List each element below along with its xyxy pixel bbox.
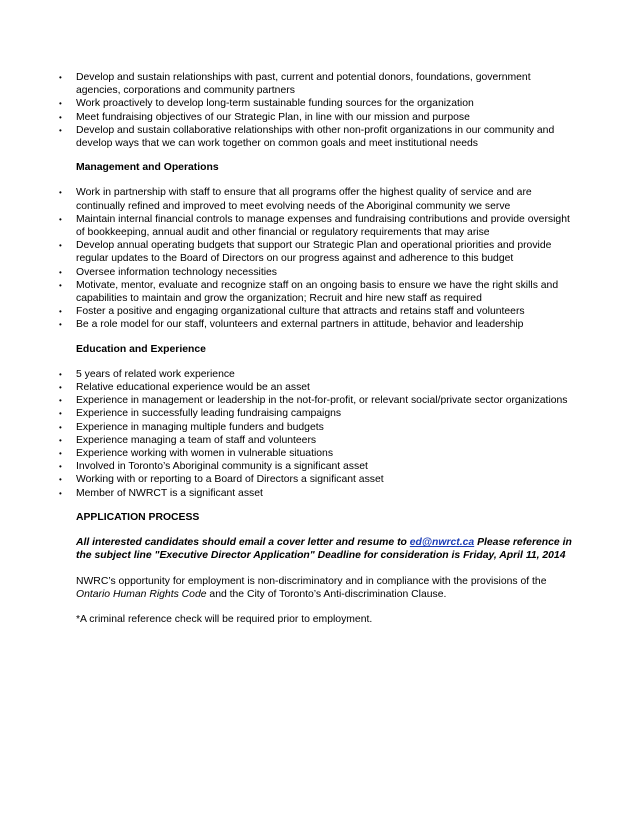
- instruction-text: Please reference in the subject line "Executive Director Application" Deadline for consideration is Friday, April 11, 2014: [76, 537, 572, 562]
- application-process-heading: APPLICATION PROCESS: [76, 511, 200, 523]
- education-bullet-list: [54, 368, 574, 500]
- list-item-text: Oversee information technology necessities: [76, 266, 277, 278]
- list-item: [54, 279, 574, 305]
- bullet-icon: •: [59, 396, 62, 406]
- management-heading: Management and Operations: [76, 162, 219, 174]
- list-item-text: Work in partnership with staff to ensure that all programs offer the highest quality of service and are continually refined and improved to meet evolving needs of the Aboriginal community we serve: [76, 187, 532, 212]
- list-item-text: Meet fundraising objectives of our Strategic Plan, in line with our mission and purpose: [76, 111, 470, 123]
- list-item: [54, 421, 574, 434]
- spacer: [54, 524, 574, 536]
- bullet-icon: •: [59, 409, 62, 419]
- bullet-icon: •: [59, 435, 62, 445]
- email-link[interactable]: ed@nwrct.ca: [409, 537, 475, 549]
- list-item-text: Member of NWRCT is a significant asset: [76, 487, 263, 499]
- non-discrimination-policy: [76, 575, 574, 601]
- list-item-text: Develop and sustain collaborative relationships with other non-profit organizations in our community and develop ways that we can work together on common goals and meet institutional needs: [76, 124, 555, 150]
- list-item-text: Be a role model for our staff, volunteers and external partners in attitude, behavior and leadership: [76, 319, 524, 331]
- bullet-icon: •: [59, 99, 62, 109]
- bullet-icon: •: [59, 307, 62, 317]
- bullet-icon: •: [59, 383, 62, 393]
- bullet-icon: •: [59, 112, 62, 122]
- list-item: [54, 111, 574, 124]
- list-item-text: Experience in managing multiple funders and budgets: [76, 421, 324, 433]
- list-item-text: Develop annual operating budgets that support our Strategic Plan and operational priorities and provide regular updates to the Board of Directors on our progress against and adherence to this budget: [76, 240, 552, 265]
- bullet-icon: •: [59, 462, 62, 472]
- policy-text: NWRC’s opportunity for employment is non-discriminatory and in compliance with the provisions of the: [76, 575, 547, 587]
- list-item-text: Relative educational experience would be an asset: [76, 382, 310, 394]
- list-item: [54, 407, 574, 420]
- policy-text: and the City of Toronto’s Anti-discrimination Clause.: [206, 588, 447, 600]
- spacer: [54, 601, 574, 613]
- list-item-text: Experience in successfully leading fundraising campaigns: [76, 408, 342, 420]
- bullet-icon: •: [59, 214, 62, 224]
- list-item: [54, 97, 574, 110]
- list-item-text: Experience in management or leadership in the not-for-profit, or relevant social/private sector organizations: [76, 395, 568, 407]
- bullet-icon: •: [59, 267, 62, 277]
- list-item-text: Foster a positive and engaging organizational culture that attracts and retains staff and volunteers: [76, 306, 525, 318]
- list-item: [54, 318, 574, 331]
- bullet-icon: •: [59, 369, 62, 379]
- spacer: [54, 174, 574, 186]
- list-item-text: Maintain internal financial controls to manage expenses and fundraising contributions and provide oversight of bookkeeping, annual audit and other financial or regulatory requirements that may arise: [76, 213, 570, 239]
- policy-code-title: Ontario Human Rights Code: [76, 588, 207, 600]
- bullet-icon: •: [59, 488, 62, 498]
- criminal-check-note: *A criminal reference check will be required prior to employment.: [76, 613, 373, 625]
- list-item-text: Experience working with women in vulnerable situations: [76, 448, 334, 460]
- bullet-icon: •: [59, 241, 62, 251]
- list-item: [54, 487, 574, 500]
- bullet-icon: •: [59, 449, 62, 459]
- management-bullet-list: [54, 186, 574, 331]
- list-item-text: Involved in Toronto’s Aboriginal community is a significant asset: [76, 461, 368, 473]
- list-item: [54, 213, 574, 239]
- list-item: [54, 434, 574, 447]
- list-item: [54, 266, 574, 279]
- bullet-icon: •: [59, 188, 62, 198]
- list-item: [54, 381, 574, 394]
- list-item: [54, 124, 574, 150]
- list-item: [54, 394, 574, 407]
- list-item: [54, 305, 574, 318]
- spacer: [54, 356, 574, 368]
- list-item: [54, 71, 574, 97]
- list-item-text: Experience managing a team of staff and volunteers: [76, 434, 317, 446]
- list-item-text: Working with or reporting to a Board of Directors a significant asset: [76, 474, 384, 486]
- list-item: [54, 186, 574, 212]
- list-item: [54, 368, 574, 381]
- instruction-text: All interested candidates should email a cover letter and resume to: [76, 537, 410, 549]
- bullet-icon: •: [59, 320, 62, 330]
- bullet-icon: •: [59, 422, 62, 432]
- list-item: [54, 239, 574, 265]
- job-posting-content: [54, 71, 574, 626]
- list-item: [54, 460, 574, 473]
- bullet-icon: •: [59, 125, 62, 135]
- list-item-text: Work proactively to develop long-term sustainable funding sources for the organization: [76, 98, 474, 110]
- bullet-icon: •: [59, 73, 62, 82]
- application-instructions: [76, 536, 574, 562]
- list-item-text: Motivate, mentor, evaluate and recognize staff on an ongoing basis to ensure we have the right skills and capabilities to maintain and grow the organization; Recruit and hire new staff as required: [76, 279, 559, 305]
- list-item-text: 5 years of related work experience: [76, 368, 235, 380]
- list-item: [54, 447, 574, 460]
- list-item: [54, 473, 574, 486]
- spacer: [54, 563, 574, 575]
- list-item-text: Develop and sustain relationships with past, current and potential donors, foundations, government agencies, corporations and community partners: [76, 72, 531, 97]
- intro-bullet-list: [54, 71, 574, 150]
- bullet-icon: •: [59, 280, 62, 290]
- education-heading: Education and Experience: [76, 343, 206, 355]
- bullet-icon: •: [59, 475, 62, 485]
